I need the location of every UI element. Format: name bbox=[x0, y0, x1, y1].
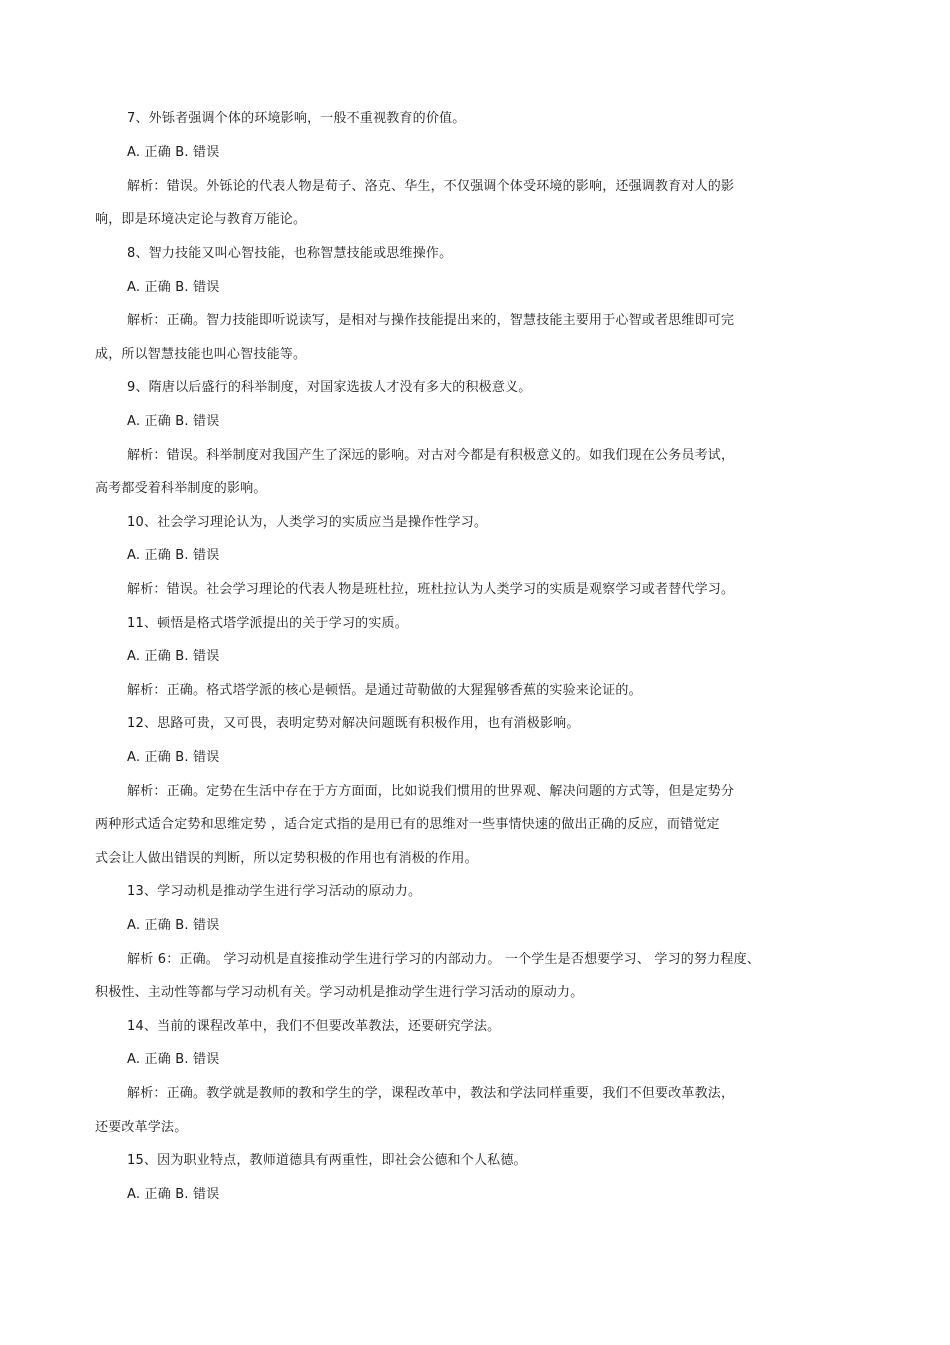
options-12: A. 正确 B. 错误 bbox=[127, 750, 220, 765]
question-11: 11、顿悟是格式塔学派提出的关于学习的实质。 bbox=[127, 616, 408, 631]
question-15: 15、因为职业特点，教师道德具有两重性，即社会公德和个人私德。 bbox=[127, 1153, 527, 1168]
explanation-11-line-1: 解析：正确。格式塔学派的核心是顿悟。是通过苛勒做的大猩猩够香蕉的实验来论证的。 bbox=[127, 683, 642, 698]
options-10: A. 正确 B. 错误 bbox=[127, 548, 220, 563]
explanation-12-line-3: 式会让人做出错误的判断，所以定势积极的作用也有消极的作用。 bbox=[95, 851, 478, 866]
options-11: A. 正确 B. 错误 bbox=[127, 649, 220, 664]
explanation-9-line-1: 解析：错误。科举制度对我国产生了深远的影响。对古对今都是有积极意义的。如我们现在公务员考试， bbox=[127, 448, 735, 463]
question-8: 8、智力技能又叫心智技能，也称智慧技能或思维操作。 bbox=[127, 246, 453, 261]
options-13: A. 正确 B. 错误 bbox=[127, 918, 220, 933]
question-10: 10、社会学习理论认为，人类学习的实质应当是操作性学习。 bbox=[127, 515, 488, 530]
explanation-7-line-1: 解析：错误。外铄论的代表人物是荀子、洛克、华生，不仅强调个体受环境的影响，还强调教育对人的影 bbox=[127, 179, 735, 194]
options-8: A. 正确 B. 错误 bbox=[127, 280, 220, 295]
explanation-7-line-2: 响，即是环境决定论与教育万能论。 bbox=[95, 212, 307, 227]
options-14: A. 正确 B. 错误 bbox=[127, 1052, 220, 1067]
explanation-8-line-2: 成，所以智慧技能也叫心智技能等。 bbox=[95, 347, 307, 362]
explanation-9-line-2: 高考都受着科举制度的影响。 bbox=[95, 481, 267, 496]
question-7: 7、外铄者强调个体的环境影响，一般不重视教育的价值。 bbox=[127, 111, 466, 126]
explanation-14-line-1: 解析：正确。教学就是教师的教和学生的学，课程改革中，教法和学法同样重要，我们不但要改革教法， bbox=[127, 1086, 735, 1101]
options-7: A. 正确 B. 错误 bbox=[127, 145, 220, 160]
question-14: 14、当前的课程改革中，我们不但要改革教法，还要研究学法。 bbox=[127, 1019, 501, 1034]
explanation-14-line-2: 还要改革学法。 bbox=[95, 1120, 188, 1135]
explanation-13-line-1: 解析 6：正确。 学习动机是直接推动学生进行学习的内部动力。 一个学生是否想要学习、 学习的努力程度、 bbox=[127, 952, 761, 967]
question-9: 9、隋唐以后盛行的科举制度，对国家选拔人才没有多大的积极意义。 bbox=[127, 380, 532, 395]
options-9: A. 正确 B. 错误 bbox=[127, 414, 220, 429]
explanation-12-line-2: 两种形式适合定势和思维定势 ，适合定式指的是用已有的思维对一些事情快速的做出正确的反应，而错觉定 bbox=[95, 817, 720, 832]
explanation-12-line-1: 解析：正确。定势在生活中存在于方方面面，比如说我们惯用的世界观、解决问题的方式等，但是定势分 bbox=[127, 784, 735, 799]
question-13: 13、学习动机是推动学生进行学习活动的原动力。 bbox=[127, 884, 422, 899]
explanation-10-line-1: 解析：错误。社会学习理论的代表人物是班杜拉，班杜拉认为人类学习的实质是观察学习或者替代学习。 bbox=[127, 582, 735, 597]
explanation-13-line-2: 积极性、主动性等都与学习动机有关。学习动机是推动学生进行学习活动的原动力。 bbox=[95, 985, 584, 1000]
options-15: A. 正确 B. 错误 bbox=[127, 1187, 220, 1202]
question-12: 12、思路可贵，又可畏，表明定势对解决问题既有积极作用，也有消极影响。 bbox=[127, 716, 580, 731]
explanation-8-line-1: 解析：正确。智力技能即听说读写，是相对与操作技能提出来的，智慧技能主要用于心智或者思维即可完 bbox=[127, 313, 735, 328]
